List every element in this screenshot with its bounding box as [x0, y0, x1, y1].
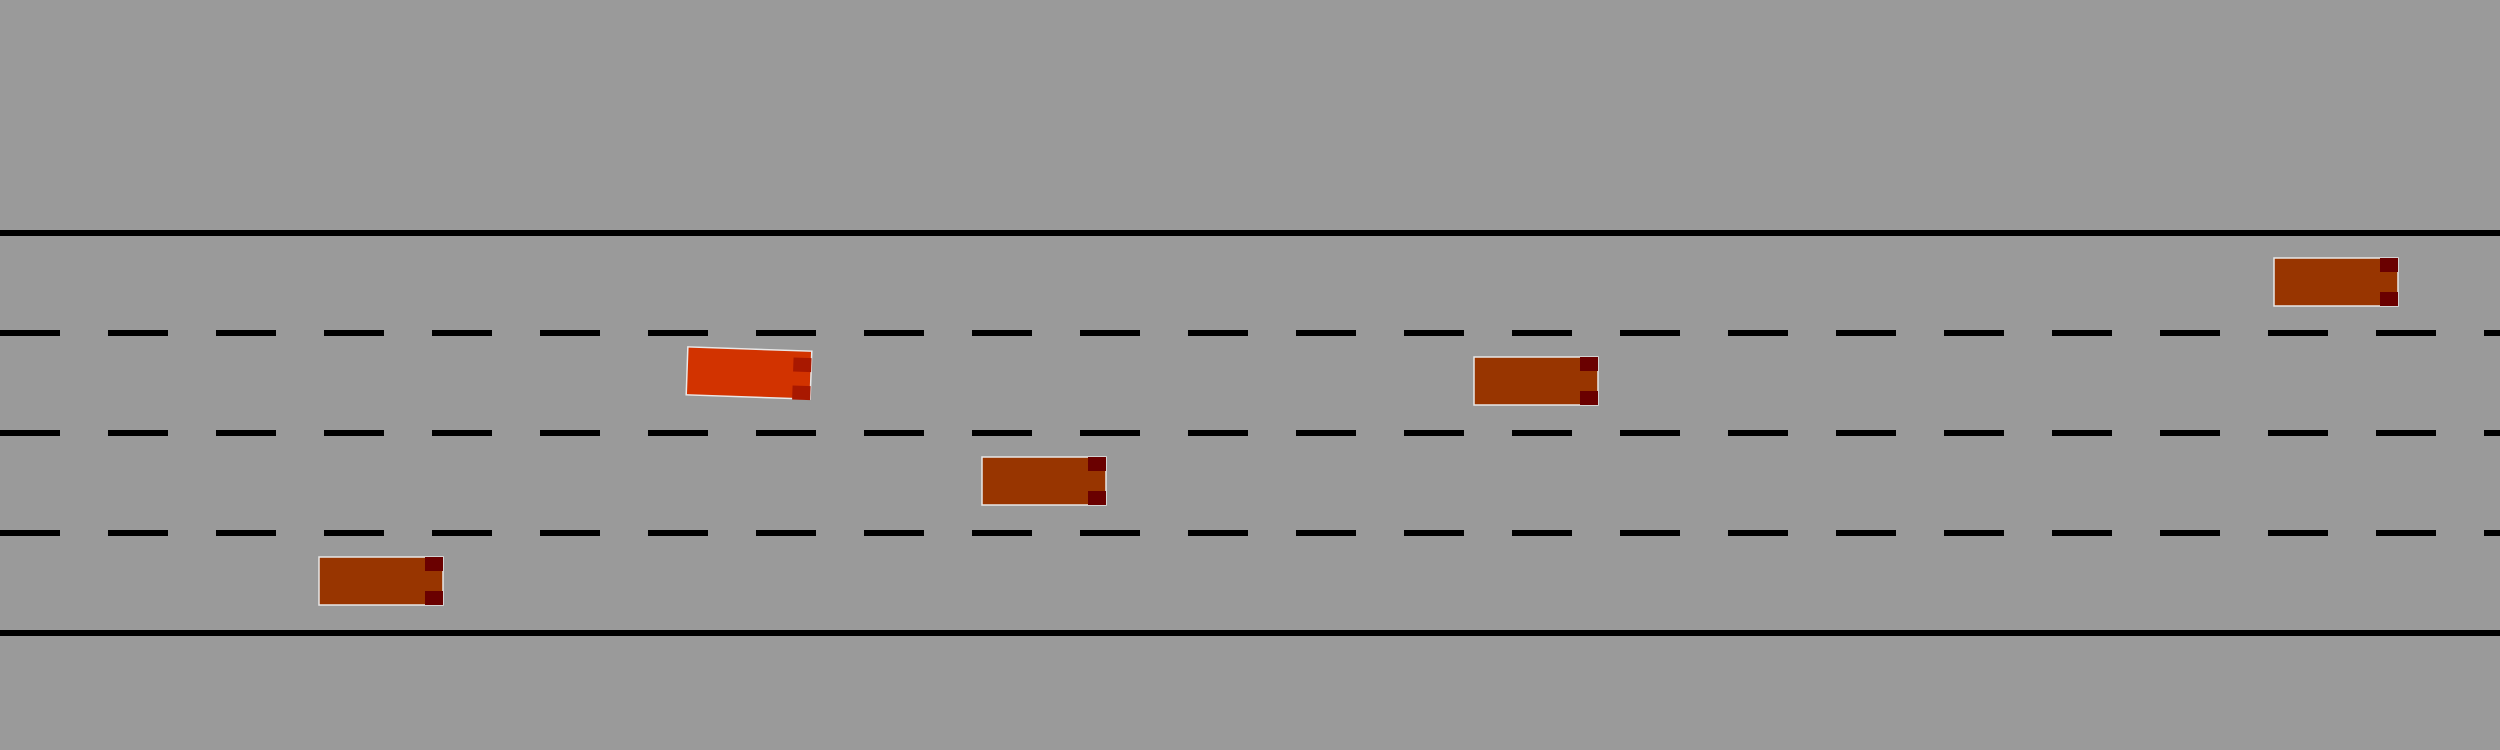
npc-vehicle-2-light-top	[1580, 357, 1598, 371]
npc-vehicle-4-body	[319, 557, 443, 605]
npc-vehicle-3-light-bottom	[1088, 491, 1106, 505]
npc-vehicle-1-light-bottom	[2380, 292, 2398, 306]
npc-vehicle-1-body	[2274, 258, 2398, 306]
npc-vehicle-1-light-top	[2380, 258, 2398, 272]
npc-vehicle-3	[982, 457, 1106, 505]
npc-vehicle-2-light-bottom	[1580, 391, 1598, 405]
ego-vehicle-light-top	[793, 358, 811, 373]
npc-vehicle-3-body	[982, 457, 1106, 505]
npc-vehicle-4	[319, 557, 443, 605]
npc-vehicle-3-light-top	[1088, 457, 1106, 471]
npc-vehicle-2-body	[1474, 357, 1598, 405]
npc-vehicle-1	[2274, 258, 2398, 306]
ego-vehicle	[686, 347, 812, 400]
ego-vehicle-light-bottom	[792, 386, 810, 401]
npc-vehicle-4-light-top	[425, 557, 443, 571]
npc-vehicle-4-light-bottom	[425, 591, 443, 605]
npc-vehicle-2	[1474, 357, 1598, 405]
